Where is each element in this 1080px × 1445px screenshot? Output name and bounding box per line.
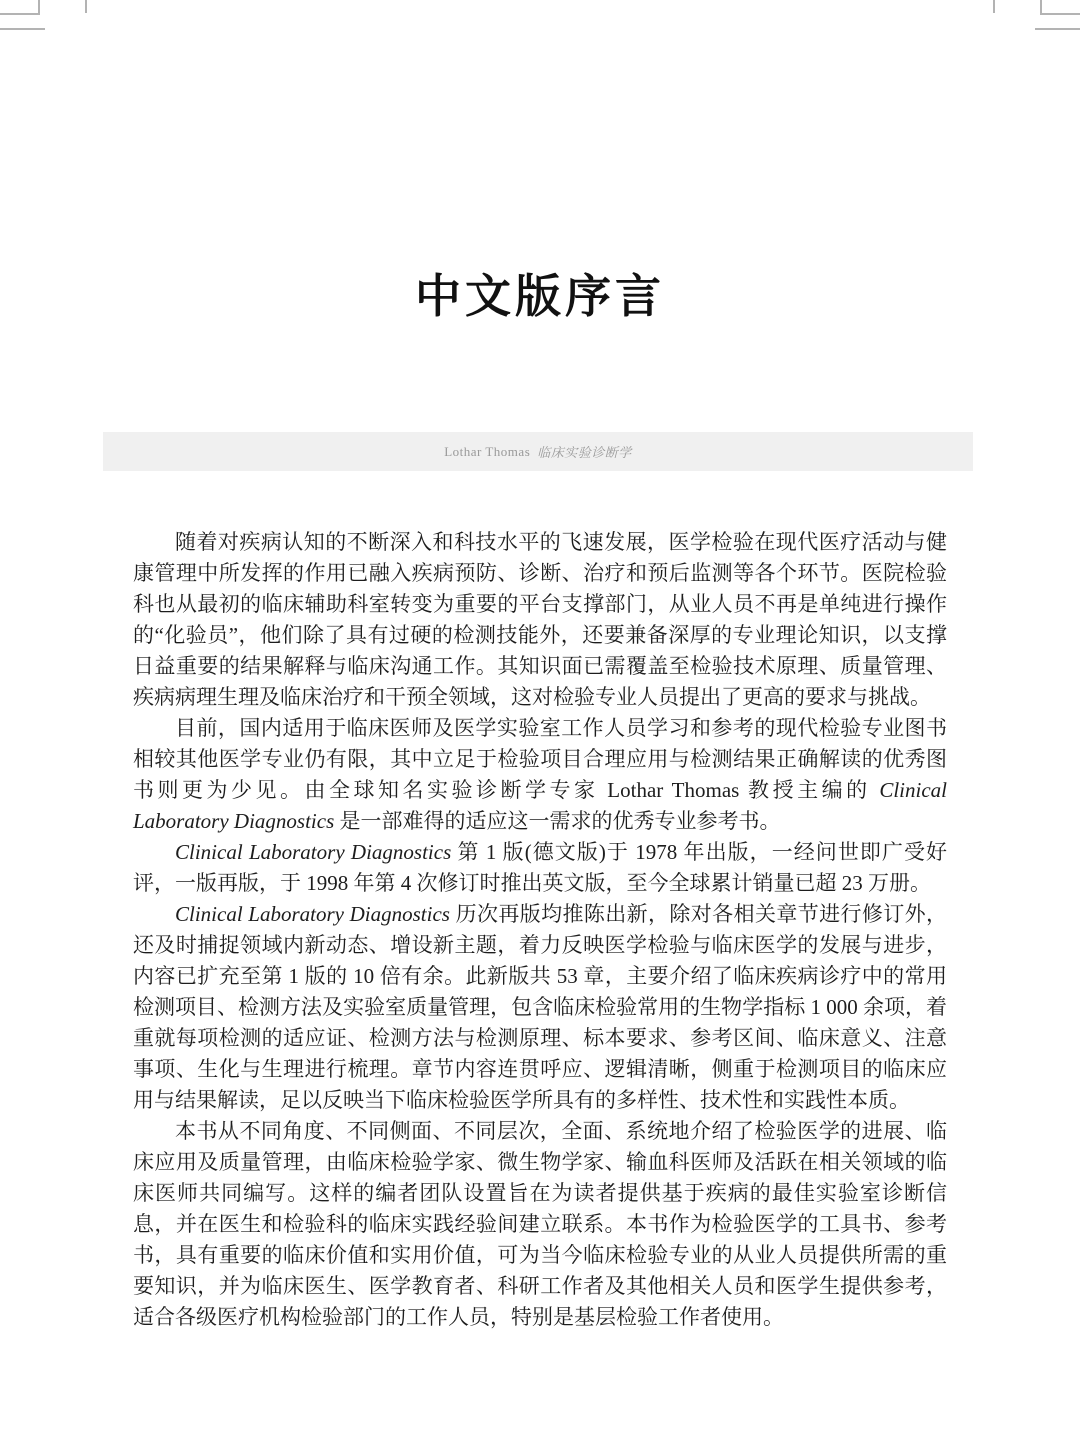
- trim-mark-top-left-tick: [85, 0, 87, 13]
- running-header-book-title: 临床实验诊断学: [537, 445, 632, 460]
- trim-mark-top-right-tick: [993, 0, 995, 13]
- text-run: 目前，国内适用于临床医师及医学实验室工作人员学习和参考的现代检验专业图书相较其他医学专业仍有限，其中立足于检验项目合理应用与检测结果正确解读的优秀图书则更为少见。由全球知名实验诊断学专家 Lothar Thomas 教授主编的: [133, 716, 947, 802]
- paragraph: [133, 713, 947, 837]
- text-run: 本书从不同角度、不同侧面、不同层次，全面、系统地介绍了检验医学的进展、临床应用及质量管理，由临床检验学家、微生物学家、输血科医师及活跃在相关领域的临床医师共同编写。这样的编者团队设置旨在为读者提供基于疾病的最佳实验室诊断信息，并在医生和检验科的临床实践经验间建立联系。本书作为检验医学的工具书、参考书，具有重要的临床价值和实用价值，可为当今临床检验专业的从业人员提供所需的重要知识，并为临床医生、医学教育者、科研工作者及其他相关人员和医学生提供参考，适合各级医疗机构检验部门的工作人员，特别是基层检验工作者使用。: [133, 1119, 947, 1329]
- book-title-italic: Clinical Laboratory Diagnostics: [133, 778, 947, 833]
- book-title-italic: Clinical Laboratory Diagnostics: [175, 902, 450, 926]
- text-run: 是一部难得的适应这一需求的优秀专业参考书。: [334, 809, 781, 833]
- preface-body: [133, 527, 947, 1333]
- text-run: 第 1 版(德文版)于 1978 年出版，一经问世即广受好评，一版再版，于 1998 年第 4 次修订时推出英文版，至今全球累计销量已超 23 万册。: [133, 840, 947, 895]
- page-title: 中文版序言: [415, 271, 665, 322]
- trim-mark-top-right-corner-horizontal: [1040, 13, 1080, 15]
- running-header-band: [103, 432, 973, 471]
- paragraph: [133, 1116, 947, 1333]
- paragraph: [133, 837, 947, 899]
- trim-mark-left-horizontal-line: [0, 28, 45, 30]
- trim-mark-top-left-corner-horizontal: [0, 13, 40, 15]
- text-run: 历次再版均推陈出新，除对各相关章节进行修订外，还及时捕捉领域内新动态、增设新主题，着力反映医学检验与临床医学的发展与进步，内容已扩充至第 1 版的 10 倍有余。此新版共 53 章，主要介绍了临床疾病诊疗中的常用检测项目、检测方法及实验室质量管理，包含临床检验常用的生物学指标 1 000 余项，着重就每项检测的适应证、检测方法与检测原理、标本要求、参考区间、临床意义、注意事项、生化与生理进行梳理。章节内容连贯呼应、逻辑清晰，侧重于检测项目的临床应用与结果解读，足以反映当下临床检验医学所具有的多样性、技术性和实践性本质。: [133, 902, 947, 1112]
- book-title-italic: Clinical Laboratory Diagnostics: [175, 840, 452, 864]
- paragraph: [133, 527, 947, 713]
- trim-mark-right-horizontal-line: [1035, 28, 1080, 30]
- text-run: 随着对疾病认知的不断深入和科技水平的飞速发展，医学检验在现代医疗活动与健康管理中所发挥的作用已融入疾病预防、诊断、治疗和预后监测等各个环节。医院检验科也从最初的临床辅助科室转变为重要的平台支撑部门，从业人员不再是单纯进行操作的“化验员”，他们除了具有过硬的检测技能外，还要兼备深厚的专业理论知识，以支撑日益重要的结果解释与临床沟通工作。其知识面已需覆盖至检验技术原理、质量管理、疾病病理生理及临床治疗和干预全领域，这对检验专业人员提出了更高的要求与挑战。: [133, 530, 947, 709]
- paragraph: [133, 899, 947, 1116]
- running-header-author: Lothar Thomas: [444, 443, 531, 459]
